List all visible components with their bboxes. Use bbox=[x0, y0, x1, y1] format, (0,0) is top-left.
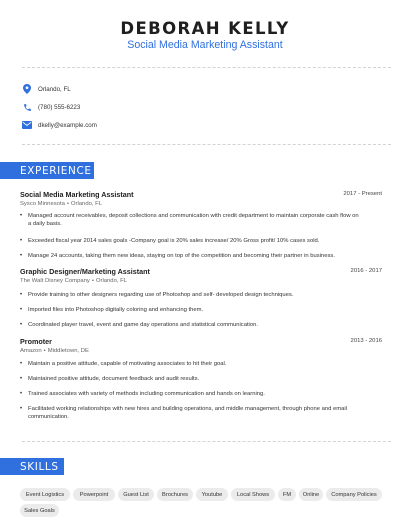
job-bullets bbox=[20, 212, 360, 228]
job-company-line: The Walt Disney Company • Orlando, FL bbox=[20, 278, 128, 284]
divider bbox=[22, 67, 391, 68]
candidate-title: Social Media Marketing Assistant bbox=[127, 39, 283, 51]
job-bullet: • Facilitated working relationships with new hires and building operations, and middle management, through phone and email communication. bbox=[20, 406, 348, 421]
job-bullet: • Imported files into Photoshop digitally coloring and enhancing them. bbox=[20, 307, 204, 313]
job-bullet: • Manage 24 accounts, taking them new ideas, staying on top of the competition and becoming their partner in business. bbox=[20, 253, 335, 259]
job-title: Promoter bbox=[20, 337, 52, 346]
skill-chip: Powerpoint bbox=[73, 488, 115, 501]
job-bullets bbox=[20, 252, 380, 260]
job-company-line: Sysco Minnesota • Orlando, FL bbox=[20, 201, 103, 207]
skill-chip: Youtube bbox=[196, 488, 228, 501]
job-bullets bbox=[20, 321, 382, 329]
skills-heading: SKILLS bbox=[0, 458, 64, 475]
skill-chip: Sales Goals bbox=[20, 504, 59, 517]
job-dates: 2017 - Present bbox=[343, 190, 382, 197]
job-bullets bbox=[20, 375, 382, 383]
job-bullets bbox=[20, 306, 382, 314]
job-entry bbox=[20, 190, 382, 207]
contact-phone bbox=[22, 101, 80, 113]
job-entry bbox=[20, 337, 382, 354]
skill-chip: Company Policies bbox=[326, 488, 382, 501]
job-dates: 2013 - 2016 bbox=[350, 337, 382, 344]
divider bbox=[22, 144, 391, 145]
job-bullet: • Maintained positive attitude, document feedback and audit results. bbox=[20, 376, 200, 382]
skill-chip: Event Logistics bbox=[20, 488, 70, 501]
experience-heading: EXPERIENCE bbox=[0, 162, 94, 179]
job-location: Middletown, DE bbox=[47, 348, 89, 354]
job-company-line: Amazon • Middletown, DE bbox=[20, 348, 89, 354]
contact-email bbox=[22, 119, 97, 131]
skill-chip: Brochures bbox=[157, 488, 193, 501]
job-bullets bbox=[20, 390, 382, 398]
job-bullet: • Exceeded fiscal year 2014 sales goals -Company goal is 20% sales increase/ 20% Gross profit/ 10% cases sold. bbox=[20, 238, 320, 244]
job-bullets bbox=[20, 405, 360, 421]
skill-chip: Online bbox=[299, 488, 323, 501]
skill-chip: FM bbox=[278, 488, 296, 501]
job-location: Orlando, FL bbox=[95, 278, 128, 284]
job-company: Amazon bbox=[20, 348, 42, 354]
contact-phone-text: (780) 555-6223 bbox=[38, 103, 81, 111]
phone-icon bbox=[22, 102, 32, 112]
skill-chip: Guest List bbox=[118, 488, 154, 501]
divider bbox=[22, 441, 391, 442]
email-icon bbox=[22, 120, 32, 130]
candidate-name: DEBORAH KELLY bbox=[120, 19, 290, 38]
job-bullet: • Trained associates with variety of methods including communication and hands on learning. bbox=[20, 391, 265, 397]
location-pin-icon bbox=[22, 84, 32, 94]
contact-location bbox=[22, 83, 71, 95]
job-bullet: • Managed account receivables, deposit collections and communication with credit department to maintain corporate cash flow on a daily basis. bbox=[20, 213, 359, 228]
job-bullets bbox=[20, 360, 382, 368]
job-bullet: • Coordinated player travel, event and game day operations and statistical communication. bbox=[20, 322, 258, 328]
contact-email-text: dkelly@example.com bbox=[38, 121, 97, 129]
job-bullet: • Provide training to other designers regarding use of Photoshop and self- developed design techniques. bbox=[20, 292, 294, 298]
job-location: Orlando, FL bbox=[70, 201, 103, 207]
job-title: Social Media Marketing Assistant bbox=[20, 190, 134, 199]
job-company: The Walt Disney Company bbox=[20, 278, 90, 284]
job-company: Sysco Minnesota bbox=[20, 201, 65, 207]
skill-chip: Local Shows bbox=[231, 488, 275, 501]
job-entry bbox=[20, 267, 382, 284]
job-bullets bbox=[20, 291, 382, 299]
job-dates: 2016 - 2017 bbox=[350, 267, 382, 274]
job-title: Graphic Designer/Marketing Assistant bbox=[20, 267, 150, 276]
contact-location-text: Orlando, FL bbox=[38, 85, 71, 93]
job-bullets bbox=[20, 237, 380, 245]
job-bullet: • Maintain a positive attitude, capable of motivating associates to hit their goal. bbox=[20, 361, 227, 367]
